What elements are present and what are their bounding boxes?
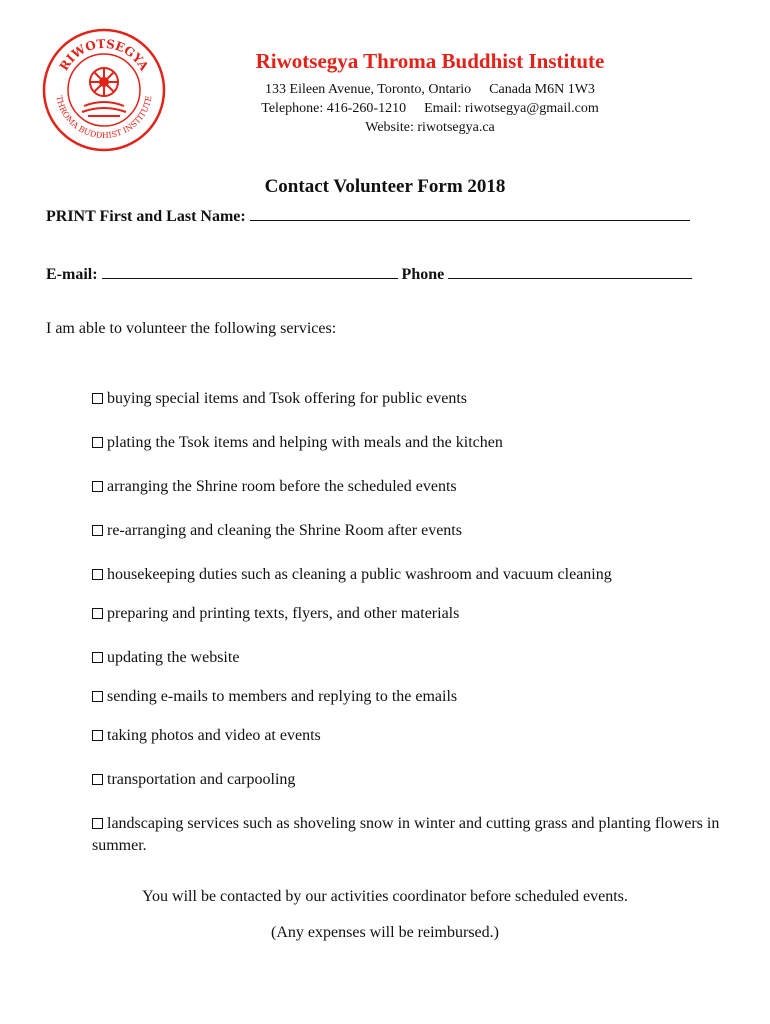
- service-option[interactable]: [92, 686, 457, 708]
- service-option[interactable]: [92, 564, 612, 586]
- logo-bottom-text: THROMA BUDDHIST INSTITUTE: [54, 94, 154, 141]
- service-label: transportation and carpooling: [107, 771, 296, 788]
- service-option[interactable]: [92, 603, 459, 625]
- service-option[interactable]: [92, 769, 295, 791]
- letterhead: [200, 48, 660, 137]
- email-field[interactable]: [102, 264, 398, 279]
- phone-field[interactable]: [448, 264, 692, 279]
- checkbox[interactable]: [92, 691, 103, 702]
- service-label: plating the Tsok items and helping with meals and the kitchen: [107, 434, 503, 451]
- checkbox[interactable]: [92, 818, 103, 829]
- phone-label: Phone: [401, 266, 445, 283]
- name-label: PRINT First and Last Name:: [46, 208, 246, 225]
- contact-note: You will be contacted by our activities coordinator before scheduled events.: [142, 888, 628, 905]
- name-field-row: [46, 206, 690, 226]
- service-label: updating the website: [107, 649, 240, 666]
- service-label: preparing and printing texts, flyers, and other materials: [107, 605, 460, 622]
- name-field[interactable]: [250, 206, 690, 221]
- checkbox[interactable]: [92, 525, 103, 536]
- telephone: Telephone: 416-260-1210: [261, 101, 407, 116]
- checkbox[interactable]: [92, 569, 103, 580]
- org-name: Riwotsegya Throma Buddhist Institute: [255, 49, 605, 73]
- checkbox[interactable]: [92, 774, 103, 785]
- service-label: landscaping services such as shoveling snow in winter and cutting grass and planting flowers in summer.: [92, 815, 720, 854]
- address-block: [200, 80, 660, 137]
- service-label: re-arranging and cleaning the Shrine Room after events: [107, 522, 462, 539]
- email-address: Email: riwotsegya@gmail.com: [424, 101, 599, 116]
- checkbox[interactable]: [92, 730, 103, 741]
- dharma-wheel-icon: [82, 68, 126, 116]
- service-option[interactable]: [92, 388, 467, 410]
- website: Website: riwotsegya.ca: [365, 120, 495, 135]
- service-label: taking photos and video at events: [107, 727, 321, 744]
- service-option[interactable]: [78, 813, 732, 857]
- expenses-note: (Any expenses will be reimbursed.): [271, 924, 499, 941]
- contact-field-row: [46, 264, 692, 284]
- service-option[interactable]: [92, 432, 503, 454]
- service-label: arranging the Shrine room before the scheduled events: [107, 478, 457, 495]
- checkbox[interactable]: [92, 608, 103, 619]
- service-option[interactable]: [92, 476, 457, 498]
- service-option[interactable]: [92, 520, 462, 542]
- postal-address: Canada M6N 1W3: [489, 82, 595, 97]
- checkbox[interactable]: [92, 652, 103, 663]
- form-title: Contact Volunteer Form 2018: [264, 176, 506, 197]
- street-address: 133 Eileen Avenue, Toronto, Ontario: [265, 82, 472, 97]
- checkbox[interactable]: [92, 437, 103, 448]
- email-label: E-mail:: [46, 266, 98, 283]
- service-option[interactable]: [92, 725, 321, 747]
- checkbox[interactable]: [92, 481, 103, 492]
- services-intro: I am able to volunteer the following services:: [46, 320, 337, 337]
- service-label: sending e-mails to members and replying to the emails: [107, 688, 458, 705]
- institute-logo: [42, 28, 166, 152]
- service-label: buying special items and Tsok offering for public events: [107, 390, 467, 407]
- service-option[interactable]: [92, 647, 239, 669]
- logo-top-text: RIWOTSEGYA: [56, 36, 152, 74]
- checkbox[interactable]: [92, 393, 103, 404]
- service-label: housekeeping duties such as cleaning a public washroom and vacuum cleaning: [107, 566, 612, 583]
